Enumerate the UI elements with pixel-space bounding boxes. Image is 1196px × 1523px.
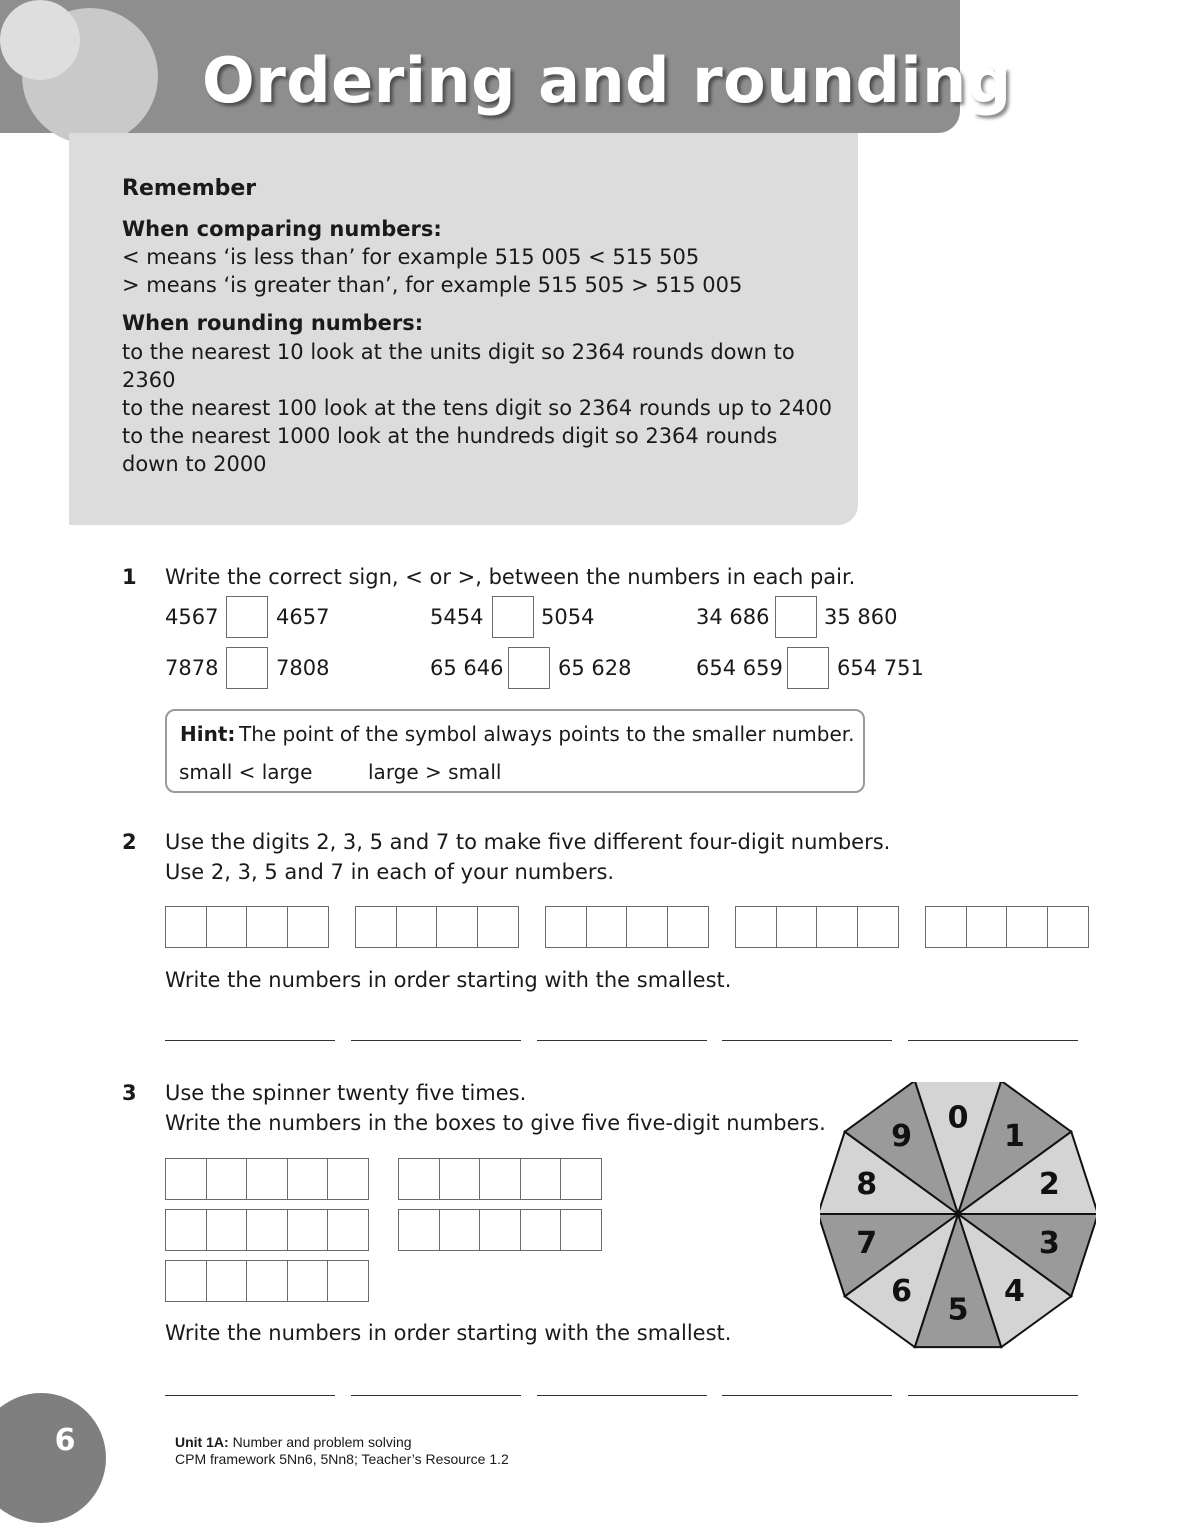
q3-instruction-line: Write the numbers in the boxes to give five five-digit numbers. (165, 1111, 826, 1135)
digit-box[interactable] (857, 906, 899, 948)
digit-box[interactable] (165, 906, 207, 948)
digit-box[interactable] (327, 1209, 369, 1251)
spinner-digit: 6 (891, 1274, 913, 1310)
digit-box[interactable] (966, 906, 1008, 948)
digit-box[interactable] (287, 1260, 329, 1302)
digit-box[interactable] (816, 906, 858, 948)
spinner-digit: 5 (947, 1292, 969, 1328)
digit-box[interactable] (735, 906, 777, 948)
answer-line[interactable] (351, 1395, 521, 1396)
hint-label: Hint: (180, 722, 236, 746)
digit-box[interactable] (520, 1158, 562, 1200)
footer-unit-text: Number and problem solving (232, 1434, 412, 1450)
digit-box[interactable] (439, 1209, 481, 1251)
pair-left-number: 34 686 (696, 605, 770, 629)
pair-left-number: 7878 (165, 656, 219, 680)
pair-left-number: 65 646 (430, 656, 504, 680)
rounding-line: down to 2000 (122, 452, 267, 476)
digit-box[interactable] (355, 906, 397, 948)
digit-box[interactable] (545, 906, 587, 948)
spinner (820, 1082, 1096, 1358)
pair-right-number: 7808 (276, 656, 330, 680)
answer-line[interactable] (165, 1040, 335, 1041)
digit-box[interactable] (206, 906, 248, 948)
spinner-digit: 3 (1038, 1226, 1060, 1262)
page-number-circle (0, 1393, 106, 1523)
pair-left-number: 4567 (165, 605, 219, 629)
digit-box[interactable] (246, 1260, 288, 1302)
spinner-digit: 2 (1038, 1166, 1060, 1202)
digit-box[interactable] (560, 1158, 602, 1200)
digit-box[interactable] (398, 1158, 440, 1200)
digit-box[interactable] (586, 906, 628, 948)
digit-box[interactable] (1047, 906, 1089, 948)
pair-right-number: 35 860 (824, 605, 898, 629)
answer-line[interactable] (722, 1395, 892, 1396)
question-number: 1 (122, 565, 137, 589)
digit-box[interactable] (287, 1158, 329, 1200)
hint-text: The point of the symbol always points to the smaller number. (239, 722, 855, 746)
pair-right-number: 654 751 (837, 656, 924, 680)
q3-order-instruction: Write the numbers in order starting with the smallest. (165, 1321, 732, 1345)
digit-box[interactable] (477, 906, 519, 948)
remember-heading: Remember (122, 176, 257, 201)
q2-order-instruction: Write the numbers in order starting with the smallest. (165, 968, 732, 992)
digit-box[interactable] (667, 906, 709, 948)
sign-answer-box[interactable] (226, 647, 268, 689)
answer-line[interactable] (722, 1040, 892, 1041)
digit-box[interactable] (165, 1158, 207, 1200)
comparing-line: > means ‘is greater than’, for example 515 505 > 515 005 (122, 273, 743, 297)
digit-box[interactable] (520, 1209, 562, 1251)
pair-right-number: 5054 (541, 605, 595, 629)
spinner-digit: 1 (1003, 1118, 1025, 1154)
digit-box[interactable] (246, 1158, 288, 1200)
digit-box[interactable] (398, 1209, 440, 1251)
spinner-digit: 9 (891, 1118, 913, 1154)
rounding-line: to the nearest 10 look at the units digit so 2364 rounds down to (122, 340, 795, 364)
four-digit-answer-boxes (165, 906, 327, 948)
five-digit-answer-boxes (165, 1209, 368, 1251)
four-digit-answer-boxes (545, 906, 707, 948)
digit-box[interactable] (436, 906, 478, 948)
digit-box[interactable] (206, 1260, 248, 1302)
digit-box[interactable] (206, 1209, 248, 1251)
page-title: Ordering and rounding (202, 44, 1012, 117)
pair-left-number: 5454 (430, 605, 484, 629)
comparing-heading: When comparing numbers: (122, 217, 442, 241)
q1-instruction: Write the correct sign, < or >, between the numbers in each pair. (165, 565, 856, 589)
five-digit-answer-boxes (398, 1158, 601, 1200)
digit-box[interactable] (479, 1209, 521, 1251)
answer-line[interactable] (537, 1040, 707, 1041)
digit-box[interactable] (246, 1209, 288, 1251)
rounding-line: 2360 (122, 368, 176, 392)
sign-answer-box[interactable] (226, 596, 268, 638)
q2-instruction-line: Use the digits 2, 3, 5 and 7 to make five different four-digit numbers. (165, 830, 891, 854)
footer-framework: CPM framework 5Nn6, 5Nn8; Teacher’s Resource 1.2 (175, 1451, 509, 1467)
spinner-digit: 4 (1003, 1274, 1025, 1310)
answer-line[interactable] (351, 1040, 521, 1041)
sign-answer-box[interactable] (492, 596, 534, 638)
sign-answer-box[interactable] (787, 647, 829, 689)
digit-box[interactable] (287, 906, 329, 948)
q3-instruction-line: Use the spinner twenty five times. (165, 1081, 527, 1105)
digit-box[interactable] (396, 906, 438, 948)
rounding-line: to the nearest 100 look at the tens digit so 2364 rounds up to 2400 (122, 396, 832, 420)
hint-example: small < large (179, 760, 313, 784)
digit-box[interactable] (246, 906, 288, 948)
digit-box[interactable] (776, 906, 818, 948)
page-number: 6 (54, 1423, 76, 1458)
answer-line[interactable] (908, 1395, 1078, 1396)
digit-box[interactable] (925, 906, 967, 948)
digit-box[interactable] (327, 1260, 369, 1302)
four-digit-answer-boxes (735, 906, 897, 948)
rounding-heading: When rounding numbers: (122, 311, 424, 335)
answer-line[interactable] (537, 1395, 707, 1396)
sign-answer-box[interactable] (508, 647, 550, 689)
four-digit-answer-boxes (925, 906, 1087, 948)
pair-right-number: 65 628 (558, 656, 632, 680)
spinner-digit: 8 (856, 1166, 878, 1202)
pair-right-number: 4657 (276, 605, 330, 629)
digit-box[interactable] (287, 1209, 329, 1251)
spinner-digit: 0 (947, 1100, 969, 1136)
digit-box[interactable] (206, 1158, 248, 1200)
rounding-line: to the nearest 1000 look at the hundreds digit so 2364 rounds (122, 424, 778, 448)
digit-box[interactable] (165, 1260, 207, 1302)
digit-box[interactable] (439, 1158, 481, 1200)
q2-instruction-line: Use 2, 3, 5 and 7 in each of your numbers. (165, 860, 615, 884)
answer-line[interactable] (165, 1395, 335, 1396)
pair-left-number: 654 659 (696, 656, 783, 680)
comparing-line: < means ‘is less than’ for example 515 005 < 515 505 (122, 245, 700, 269)
footer-unit-label: Unit 1A: (175, 1434, 229, 1450)
sign-answer-box[interactable] (775, 596, 817, 638)
decorative-circle-small (0, 0, 80, 80)
digit-box[interactable] (327, 1158, 369, 1200)
digit-box[interactable] (626, 906, 668, 948)
digit-box[interactable] (1006, 906, 1048, 948)
hint-example: large > small (368, 760, 502, 784)
five-digit-answer-boxes (165, 1260, 368, 1302)
five-digit-answer-boxes (398, 1209, 601, 1251)
question-number: 3 (122, 1081, 137, 1105)
digit-box[interactable] (560, 1209, 602, 1251)
four-digit-answer-boxes (355, 906, 517, 948)
spinner-digit: 7 (856, 1226, 878, 1262)
footer-unit (175, 1434, 412, 1451)
digit-box[interactable] (479, 1158, 521, 1200)
answer-line[interactable] (908, 1040, 1078, 1041)
question-number: 2 (122, 830, 137, 854)
digit-box[interactable] (165, 1209, 207, 1251)
five-digit-answer-boxes (165, 1158, 368, 1200)
